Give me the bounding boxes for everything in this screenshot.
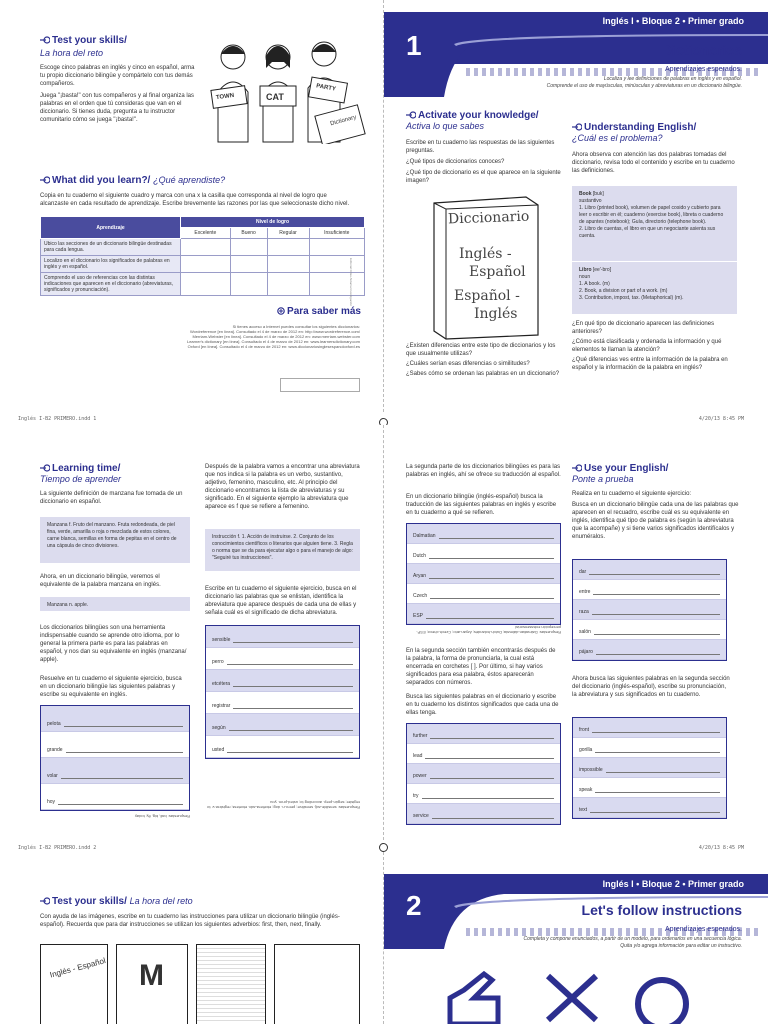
fill-row[interactable]: registrar: [206, 692, 359, 714]
entry-pron: [buk]: [592, 191, 604, 197]
activate-q1: ¿Qué tipos de diccionarios conoces?: [406, 159, 505, 165]
mid-para4: Resuelve en tu cuaderno el siguiente ejercicio, busca en un diccionario bilingüe las siguientes palabras y escribe su equivalente en inglés.: [40, 676, 182, 698]
dict-line2: Español: [469, 264, 526, 280]
test-skills-subheading: La hora del reto: [40, 48, 104, 58]
registration-mark: [379, 843, 388, 852]
sign-cat: CAT: [266, 92, 284, 102]
arrow-icon: [40, 897, 50, 905]
activate-heading: Activate your knowledge/: [406, 110, 561, 121]
page-right-top: [384, 0, 768, 412]
table-cell[interactable]: [267, 256, 309, 273]
understanding-para: Ahora observa con atención las dos palabras tomadas del diccionario, revisa todo el contenido y escribe en tu cuaderno las definiciones.: [572, 152, 735, 174]
table-level: Insuficiente: [309, 228, 364, 239]
saber-mas-intro: Si tienes acceso a Internet puedes consultar los siguientes diccionarios:: [232, 324, 360, 329]
unit-title-2: Let's follow instructions: [581, 902, 742, 918]
saber-mas-ref[interactable]: Wordreference [en línea]. Consultado el 4 de marzo de 2012 en: http://www.wordreference.com/: [189, 329, 360, 334]
aprendizaje-line: Quita y/o agrega información para editar un instructivo.: [620, 943, 742, 949]
saber-mas-ref[interactable]: Oxford [en línea]. Consultado el 4 de marzo de 2012 en: www.diccionariosinglesespanoloxford.es: [187, 344, 360, 349]
fill-row[interactable]: Czech: [407, 584, 560, 604]
fill-row[interactable]: speak: [573, 778, 726, 798]
activate-q4: ¿Cuáles serían esas diferencias o similitudes?: [406, 361, 530, 367]
test-skills-para1: Escoge cinco palabras en inglés y cinco en español, arma tu propio diccionario bilingüe y compártelo con tus demás compañeros.: [40, 65, 195, 87]
table-cell[interactable]: [230, 239, 267, 256]
slug-right: 4/20/13 8:45 PM: [698, 416, 744, 422]
unit-number-2: 2: [406, 890, 422, 921]
libro-entry: [572, 262, 737, 314]
entry-def: 2. Libro de cuentas, el libro en que un negociante asienta sus cuenta.: [579, 226, 716, 239]
col2-para1: Después de la palabra vamos a encontrar una abreviatura que nos indica si la palabra es un verbo, sustantivo, adjetivo, femenino, masculino, etc. Al principio del diccionario encontramos la lista de abreviaturas y su significado. En el siguiente ejemplo la abreviatura que aparece es f que se refiere a femenino.: [205, 464, 360, 510]
sign-party: PARTY: [315, 83, 337, 93]
understanding-heading: Understanding English/: [572, 122, 742, 133]
use-para3: Ahora busca las siguientes palabras en la segunda sección del diccionario (inglés-español), escribe su pronunciación, la abreviatura y sus significados en tu cuaderno.: [572, 676, 730, 698]
panel-page: [196, 944, 266, 1024]
table-cell[interactable]: [230, 256, 267, 273]
circle-icon: [634, 974, 690, 1024]
aprendizaje-line: Comprende el uso de mayúsculas, minúsculas y abreviaturas en un diccionario bilingüe.: [546, 83, 742, 89]
fill-row[interactable]: ESP: [407, 604, 560, 624]
fill-row[interactable]: según: [206, 714, 359, 736]
spread-top: [0, 0, 768, 412]
understanding-subheading: ¿Cuál es el problema?: [572, 133, 663, 143]
learning-time-heading: Learning time/: [40, 463, 195, 474]
words-use1-box: [572, 559, 727, 661]
table-header-nivel: Nivel de logro: [181, 217, 365, 228]
fill-row[interactable]: hoy: [41, 784, 189, 810]
table-level: Excelente: [181, 228, 231, 239]
table-cell[interactable]: [309, 256, 364, 273]
unit-number: 1: [406, 30, 422, 61]
arrow-icon: [406, 111, 416, 119]
fill-row[interactable]: Dalmatian: [407, 524, 560, 544]
words-abbr-box: [205, 625, 360, 759]
arrow-icon: [572, 464, 582, 472]
table-cell[interactable]: [181, 256, 231, 273]
mid-para3: Los diccionarios bilingües son una herramienta indispensable cuando se aprende otro idioma, por lo general la primera parte es para las palabras en español, y nos dan su equivalente en inglés (manzana/ apple).: [40, 625, 187, 663]
plus-arrow-icon: [275, 307, 285, 315]
arrow-icon: [40, 464, 50, 472]
fill-row[interactable]: perro: [206, 648, 359, 670]
page-right-mid: [384, 425, 768, 840]
words-es-box: [40, 705, 190, 811]
understanding-q1: ¿En qué tipo de diccionario aparecen las definiciones anteriores?: [572, 321, 715, 335]
fill-row[interactable]: raza: [573, 600, 726, 620]
fill-row[interactable]: lead: [407, 744, 560, 764]
activate-subheading: Activa lo que sabes: [406, 121, 485, 131]
fill-row[interactable]: try: [407, 784, 560, 804]
fill-row[interactable]: entre: [573, 580, 726, 600]
answers-upside: Respuestas: Dalmatian-dálmata; Dutch-holandés; Aryan-ario; Czech-checo; ESP-percepción extrasensorial: [416, 625, 561, 635]
table-header-aprendizaje: Aprendizaje: [41, 217, 181, 239]
right-para2: En un diccionario bilingüe (inglés-español) busca la traducción de las siguientes palabras en inglés y escribe en tu cuaderno a qué se refieren.: [406, 494, 557, 516]
book-entry: [572, 186, 737, 261]
manzana-def: Manzana f. Fruto del manzano. Fruta redondeada, de piel fina, verde, amarilla o roja o mezclada de estos colores, carne blanca, semillas en forma de pepitas en el centro de una cápsula de cinco divisiones.: [40, 517, 190, 563]
activate-q2: ¿Qué tipo de diccionario es el que aparece en la siguiente imagen?: [406, 170, 561, 184]
panel-letter: [116, 944, 188, 1024]
slug-left: Inglés I-B2 PRIMERO.indd 1: [18, 416, 97, 422]
table-level: Bueno: [230, 228, 267, 239]
fill-row[interactable]: pelota: [41, 706, 189, 732]
aprendizajes-heading-2: Aprendizajes esperados:: [664, 926, 742, 933]
aprendizajes-heading: Aprendizajes esperados:: [664, 66, 742, 73]
aprendizajes-lines-2: [422, 936, 742, 950]
mid-para2: Ahora, en un diccionario bilingüe, veremos el equivalente de la palabra manzana en inglés.: [40, 574, 161, 588]
dict-line3: Español -: [454, 288, 520, 304]
use-english-subheading: Ponte a prueba: [572, 474, 634, 484]
table-cell[interactable]: [181, 239, 231, 256]
test-skills-para-2: Con ayuda de las imágenes, escribe en tu cuaderno las instrucciones para utilizar un diccionario bilingüe (inglés-español). Recuerda que para dar instrucciones se utilizan los siguientes adverbios: first, then, next, finally.: [40, 914, 340, 928]
use-english-para2: Busca en un diccionario bilingüe cada una de las palabras que aparecen en el recuadro, escribe cuál es su equivalente en inglés, identifica qué tipo de palabra es (según la abreviatura que la acompañe) y si tiene varios significados identifícalos y enuméralos.: [572, 502, 739, 540]
test-skills-heading-2: Test your skills/ La hora del reto: [40, 896, 360, 907]
panel-book-label: Inglés - Español: [48, 956, 107, 980]
use-english-para1: Realiza en tu cuaderno el siguiente ejercicio:: [572, 491, 692, 497]
fill-row[interactable]: usted: [206, 736, 359, 758]
table-row: Ubico las secciones de un diccionario bilingüe destinadas para cada lengua.: [41, 239, 181, 256]
page-left-top: [0, 0, 383, 412]
sign-town: TOWN: [215, 92, 235, 102]
slug-right-2: 4/20/13 8:45 PM: [698, 845, 744, 851]
vertical-credit: Editorial Fitlas Aldama Investigación: [349, 258, 353, 307]
entry-def: 3. Contribution, impost, tax. (Metaphorical) (m).: [579, 295, 684, 301]
band-title-2: Inglés I • Bloque 2 • Primer grado: [602, 879, 744, 889]
learning-table: [40, 216, 365, 296]
fill-row[interactable]: dar: [573, 560, 726, 580]
spread-bottom: [0, 852, 768, 1024]
right-para4: Busca las siguientes palabras en el diccionario y escribe en tu cuaderno los distintos significados que cada una de ellas tenga.: [406, 694, 559, 716]
what-learned-subheading: ¿Qué aprendiste?: [153, 175, 226, 185]
table-cell[interactable]: [230, 273, 267, 296]
col2-para2: Escribe en tu cuaderno el siguiente ejercicio, busca en el diccionario las palabras que se enlistan, identifica la abreviatura que aparece después de cada una de ellas y señala cuál es el significado de dicha abreviatura.: [205, 586, 357, 616]
cross-out-icon: [544, 972, 600, 1024]
entry-word: Book: [579, 191, 592, 197]
table-row: Localizo en el diccionario los significados de palabras en inglés y en español.: [41, 256, 181, 273]
dict-line1: Inglés -: [459, 246, 512, 262]
table-cell[interactable]: [267, 239, 309, 256]
instruccion-def: Instrucción f. 1. Acción de instruirse. 2. Conjunto de los conocimientos científicos o literarios que alguien tiene. 3. Regla o norma que se da para ejecutar algo o para el manejo de algo: "Seguiré tus instrucciones".: [205, 529, 360, 571]
fill-row[interactable]: Dutch: [407, 544, 560, 564]
aprendizaje-line: Completa y compone enunciados, a partir de un modelo, para ordenarlos en una secuencia lógica.: [523, 936, 742, 942]
fill-row[interactable]: power: [407, 764, 560, 784]
dict-line4: Inglés: [474, 306, 518, 322]
use-english-heading: Use your English/: [572, 463, 742, 474]
entry-pos: noun: [579, 274, 591, 280]
band-title: Inglés I • Bloque 2 • Primer grado: [602, 16, 744, 26]
table-cell[interactable]: [309, 239, 364, 256]
words-meanings-box: [406, 723, 561, 825]
fill-row[interactable]: volar: [41, 758, 189, 784]
activate-para: Escribe en tu cuaderno las respuestas de las siguientes preguntas.: [406, 140, 555, 154]
fill-row[interactable]: impossible: [573, 758, 726, 778]
words-en-box: [406, 523, 561, 625]
entry-pos: sustantivo: [579, 198, 602, 204]
test-skills-heading: Test your skills/: [40, 35, 200, 46]
activate-q5: ¿Sabes cómo se ordenan las palabras en un diccionario?: [406, 371, 560, 377]
hand-touch-icon: [444, 968, 504, 1024]
entry-word: Libro: [579, 267, 592, 273]
fill-row[interactable]: pájaro: [573, 640, 726, 660]
learning-time-para: La siguiente definición de manzana fue tomada de un diccionario en español.: [40, 491, 183, 505]
fill-row[interactable]: etcétera: [206, 670, 359, 692]
aprendizajes-lines: [442, 76, 742, 90]
panel-book: [40, 944, 108, 1024]
right-para3: En la segunda sección también encontrarás después de la palabra, la forma de pronunciarla, la cual está encerrada en corchetes [ ]. Por último, si hay varios significados para esa palabra, éstos aparecerán separados con números.: [406, 648, 556, 686]
slug-left-2: Inglés I-B2 PRIMERO.indd 2: [18, 845, 97, 851]
panel-writing: [274, 944, 360, 1024]
learning-time-subheading: Tiempo de aprender: [40, 474, 121, 484]
what-learned-para: Copia en tu cuaderno el siguiente cuadro y marca con una x la casilla que corresponda al nivel de logro que alcanzaste en cada resultado de aprendizaje. Escribe brevemente las razones por las que seleccionaste dicho nivel.: [40, 193, 350, 207]
answers-upside: Respuestas: sensible-adj. sensitive; perro-n. dog; etcétera-adv. etcetera; registrar-v. to register; según-prep. according to; usted-pron. you: [207, 800, 360, 810]
fill-row[interactable]: text: [573, 798, 726, 818]
table-level: Regular: [267, 228, 309, 239]
entry-def: 1. A book. (m): [579, 281, 610, 287]
arrow-icon: [40, 36, 50, 44]
table-cell[interactable]: [309, 273, 364, 296]
spread-middle: [0, 425, 768, 840]
saber-mas-heading: Para saber más: [275, 306, 361, 317]
understanding-q2: ¿Cómo está clasificada y ordenada la información y qué elementos te llaman la atención?: [572, 339, 722, 353]
book-dictionary-label: Dictionary: [329, 114, 358, 128]
copyright-box: [280, 378, 360, 392]
manzana-en: Manzana n. apple.: [40, 597, 190, 611]
activate-q3: ¿Existen diferencias entre este tipo de diccionarios y los que usualmente utilizas?: [406, 343, 556, 357]
what-learned-heading: What did you learn?/ ¿Qué aprendiste?: [40, 175, 355, 186]
entry-def: 2. Book, a division or part of a work. (m): [579, 288, 668, 294]
saber-mas-block: [120, 324, 360, 349]
fill-row[interactable]: Aryan: [407, 564, 560, 584]
page-left-mid: [0, 425, 383, 840]
panel-letter-label: M: [139, 959, 164, 992]
page-left-bot: [0, 852, 383, 1024]
table-cell[interactable]: [267, 273, 309, 296]
saber-mas-ref[interactable]: Learner's dictionary [en línea]. Consultado el 4 de marzo de 2012 en: www.learnersdictionary.com: [186, 339, 360, 344]
fill-row[interactable]: front: [573, 718, 726, 738]
unit-title: Dictionaries: [661, 42, 742, 58]
arrow-icon: [40, 176, 50, 184]
arrow-icon: [572, 123, 582, 131]
fill-row[interactable]: service: [407, 804, 560, 824]
table-cell[interactable]: [181, 273, 231, 296]
words-use2-box: [572, 717, 727, 819]
dict-title: Diccionario: [447, 208, 530, 228]
kids-illustration: [198, 32, 370, 144]
right-para1: La segunda parte de los diccionarios bilingües es para las palabras en inglés, ahí se ofrece su traducción al español.: [406, 464, 561, 478]
understanding-q3: ¿Qué diferencias ves entre la información de la palabra en español y la información de la palabra en inglés?: [572, 357, 728, 371]
entry-def: 1. Libro (printed book), volumen de papel cosido y cubierto para leer o escribir en él; cuaderno (exercise book), libreta o cuaderno de apuntes (notebook); Guía, directorio (telephone book).: [579, 205, 724, 225]
test-skills-para2: Juega "¡basta!" con tus compañeros y al final organiza las palabras en el orden que tú consideras que van en el diccionario. Si tienes duda, pregunta a tu instructor comunitario cómo se juega "¡basta!".: [40, 93, 195, 123]
fill-row[interactable]: grande: [41, 732, 189, 758]
answers-upside: Respuestas: ball, big, fly, today: [134, 814, 190, 819]
fill-row[interactable]: salón: [573, 620, 726, 640]
fill-row[interactable]: gorilla: [573, 738, 726, 758]
table-row: Comprendo el uso de referencias con las distintas indicaciones que aparecen en el diccionario (abreviaturas, significados y pronunciación).: [41, 273, 181, 296]
saber-mas-ref[interactable]: Merriam-Webster [en línea]. Consultado el 4 de marzo de 2012 en: www.merriam-webster.com: [192, 334, 360, 339]
aprendizaje-line: Localiza y lee definiciones de palabras en inglés y en español.: [603, 76, 742, 82]
fill-row[interactable]: further: [407, 724, 560, 744]
test-skills-subheading-2: La hora del reto: [129, 896, 193, 906]
fill-row[interactable]: sensible: [206, 626, 359, 648]
entry-pron: [ee'-bro]: [592, 267, 612, 273]
page-right-bot: [384, 852, 768, 1024]
